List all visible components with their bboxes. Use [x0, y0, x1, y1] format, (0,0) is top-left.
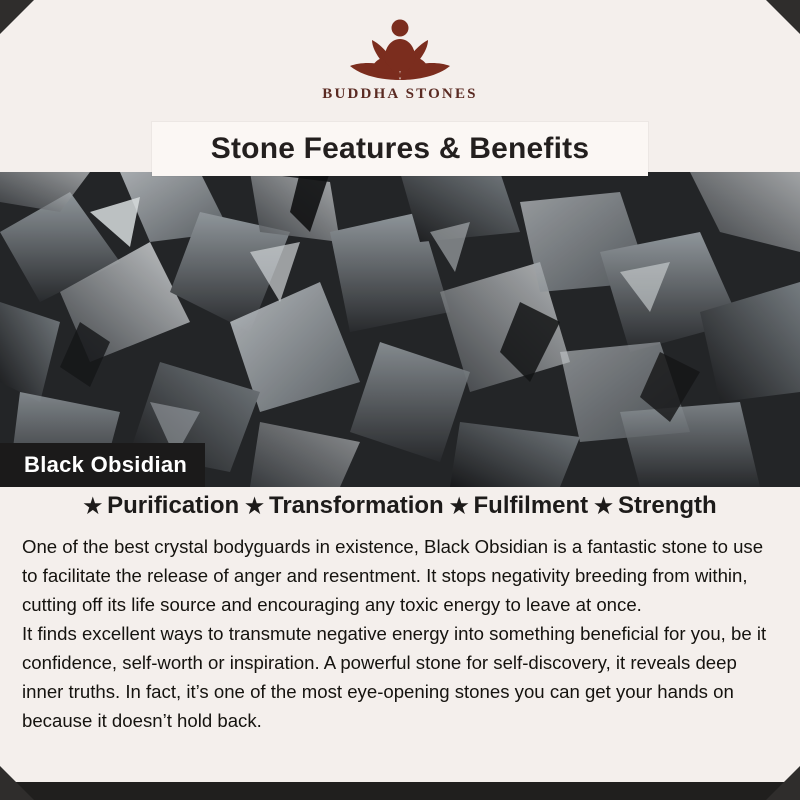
- star-icon: ★: [449, 494, 469, 518]
- benefit-item-purification: [83, 492, 239, 520]
- star-icon: ★: [245, 494, 264, 518]
- body-paragraph-1: One of the best crystal bodyguards in existence, Black Obsidian is a fantastic stone to use to facilitate the release of anger and resentment. It stops negativity breeding from within, cutting off its life source and encouraging any toxic energy to leave at once.: [22, 536, 764, 615]
- body-copy: [22, 532, 782, 735]
- benefit-item-strength: [594, 492, 717, 520]
- page-title: Stone Features & Benefits: [210, 132, 590, 165]
- benefit-label: Transformation: [268, 492, 444, 519]
- bottom-dark-bar: [0, 782, 800, 800]
- black-obsidian-crystal-cluster-illustration: [0, 172, 800, 487]
- brand-header: [0, 10, 800, 122]
- title-banner: [152, 122, 648, 176]
- corner-wedge-bottom-left: [0, 766, 34, 800]
- corner-wedge-bottom-right: [766, 766, 800, 800]
- corner-wedge-top-right: [766, 0, 800, 34]
- left-background-strip: [0, 487, 14, 783]
- benefit-label: Purification: [107, 492, 240, 519]
- benefit-item-transformation: [245, 492, 444, 520]
- star-icon: ★: [83, 494, 103, 518]
- hero-image: [0, 172, 800, 487]
- benefit-label: Strength: [618, 492, 717, 519]
- benefits-list: [14, 492, 786, 520]
- star-icon: ★: [594, 494, 613, 518]
- lotus-meditation-logo-icon: [320, 10, 480, 88]
- brand-name: BUDDHA STONES: [322, 86, 478, 102]
- corner-wedge-top-left: [0, 0, 34, 34]
- hero-caption: Black Obsidian: [0, 443, 205, 487]
- body-paragraph-2: It finds excellent ways to transmute negative energy into something beneficial for you, be it confidence, self-worth or inspiration. A powerful stone for self-discovery, it reveals deep inner truths. In fact, it’s one of the most eye-opening stones you can get your hands on because it doesn’t hold back.: [22, 623, 767, 731]
- benefit-item-fulfilment: [450, 492, 588, 520]
- benefit-label: Fulfilment: [473, 492, 589, 519]
